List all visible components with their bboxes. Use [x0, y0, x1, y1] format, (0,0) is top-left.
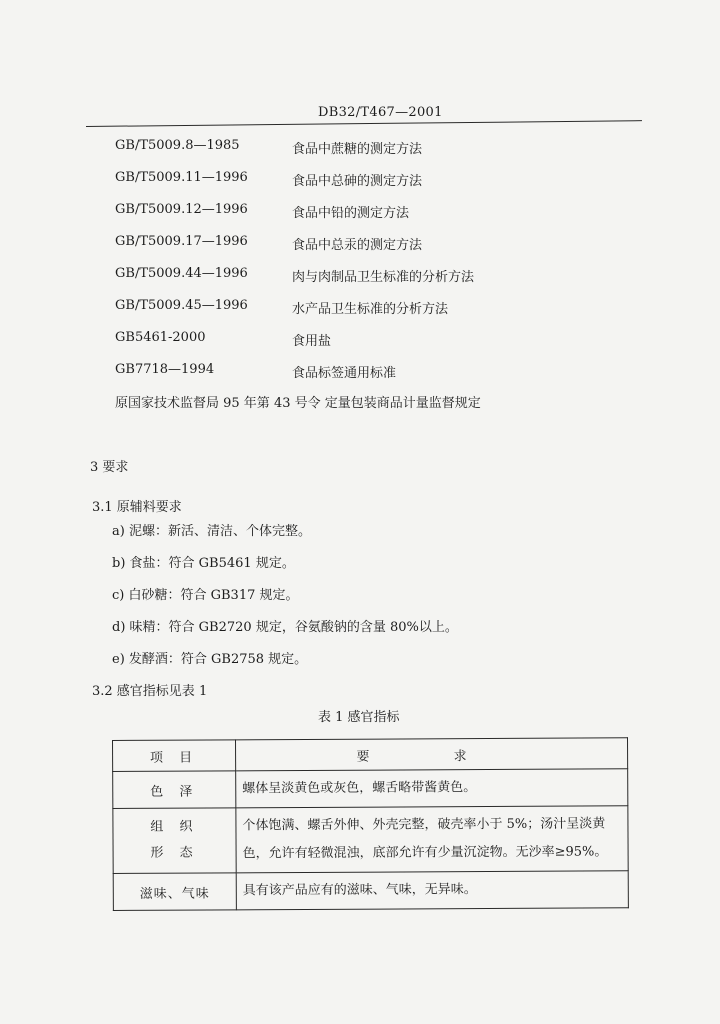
- reference-title: 食品标签通用标准: [292, 366, 397, 381]
- document-code: DB32/T467—2001: [318, 105, 443, 120]
- column-header-item: 项 目: [113, 740, 236, 772]
- row-item-label: 色 泽: [113, 771, 236, 809]
- reference-row: [0, 170, 720, 192]
- reference-row: [0, 234, 720, 256]
- list-item: d) 味精：符合 GB2720 规定，谷氨酸钠的含量 80%以上。: [112, 620, 458, 635]
- column-header-requirement: 要 求: [236, 738, 628, 771]
- reference-row: [0, 202, 720, 224]
- reference-code: GB/T5009.44—1996: [115, 266, 248, 281]
- row-requirement: 螺体呈淡黄色或灰色，螺舌略带酱黄色。: [236, 769, 628, 808]
- row-item-label-line: 形 态: [150, 845, 199, 861]
- reference-code: GB5461-2000: [115, 330, 206, 345]
- table-row: [113, 806, 628, 874]
- row-item-label: [113, 808, 236, 874]
- table-row: [113, 871, 628, 911]
- reference-code: GB/T5009.12—1996: [115, 202, 248, 217]
- row-requirement: 个体饱满、螺舌外伸、外壳完整，破壳率小于 5%；汤汁呈淡黄色，允许有轻微混浊，底部允许有少量沉淀物。无沙率≥95%。: [236, 806, 628, 873]
- reference-row: [0, 330, 720, 352]
- reference-note: 原国家技术监督局 95 年第 43 号令 定量包装商品计量监督规定: [115, 396, 481, 411]
- reference-code: GB/T5009.17—1996: [115, 234, 248, 249]
- section-3-1-title: 3.1 原辅料要求: [92, 500, 182, 515]
- reference-title: 肉与肉制品卫生标准的分析方法: [292, 270, 475, 285]
- reference-code: GB/T5009.11—1996: [115, 170, 248, 185]
- reference-title: 食品中总汞的测定方法: [292, 238, 423, 253]
- reference-title: 水产品卫生标准的分析方法: [292, 302, 449, 317]
- reference-code: GB/T5009.45—1996: [115, 298, 248, 313]
- reference-title: 食用盐: [292, 334, 332, 349]
- row-item-label-line: 组 织: [150, 819, 199, 835]
- table-row: [113, 769, 628, 809]
- list-item: b) 食盐：符合 GB5461 规定。: [112, 556, 295, 571]
- reference-row: [0, 362, 720, 384]
- reference-title: 食品中蔗糖的测定方法: [292, 142, 423, 157]
- list-item: a) 泥螺：新活、清洁、个体完整。: [112, 524, 311, 539]
- reference-row: [0, 298, 720, 320]
- reference-row: [0, 138, 720, 160]
- reference-code: GB/T5009.8—1985: [115, 138, 240, 153]
- row-item-label: 滋味、气味: [113, 873, 236, 911]
- sensory-table: [112, 737, 629, 911]
- table-header-row: [113, 738, 628, 772]
- reference-row: [0, 266, 720, 288]
- row-requirement: 具有该产品应有的滋味、气味，无异味。: [236, 871, 628, 910]
- table-caption: 表 1 感官指标: [318, 710, 400, 725]
- section-3-2-title: 3.2 感官指标见表 1: [92, 684, 208, 699]
- list-item: c) 白砂糖：符合 GB317 规定。: [112, 588, 299, 603]
- reference-title: 食品中铅的测定方法: [292, 206, 410, 221]
- section-3-title: 3 要求: [90, 460, 129, 475]
- reference-code: GB7718—1994: [115, 362, 215, 377]
- header-rule: [86, 120, 642, 127]
- list-item: e) 发酵酒：符合 GB2758 规定。: [112, 652, 308, 667]
- reference-title: 食品中总砷的测定方法: [292, 174, 423, 189]
